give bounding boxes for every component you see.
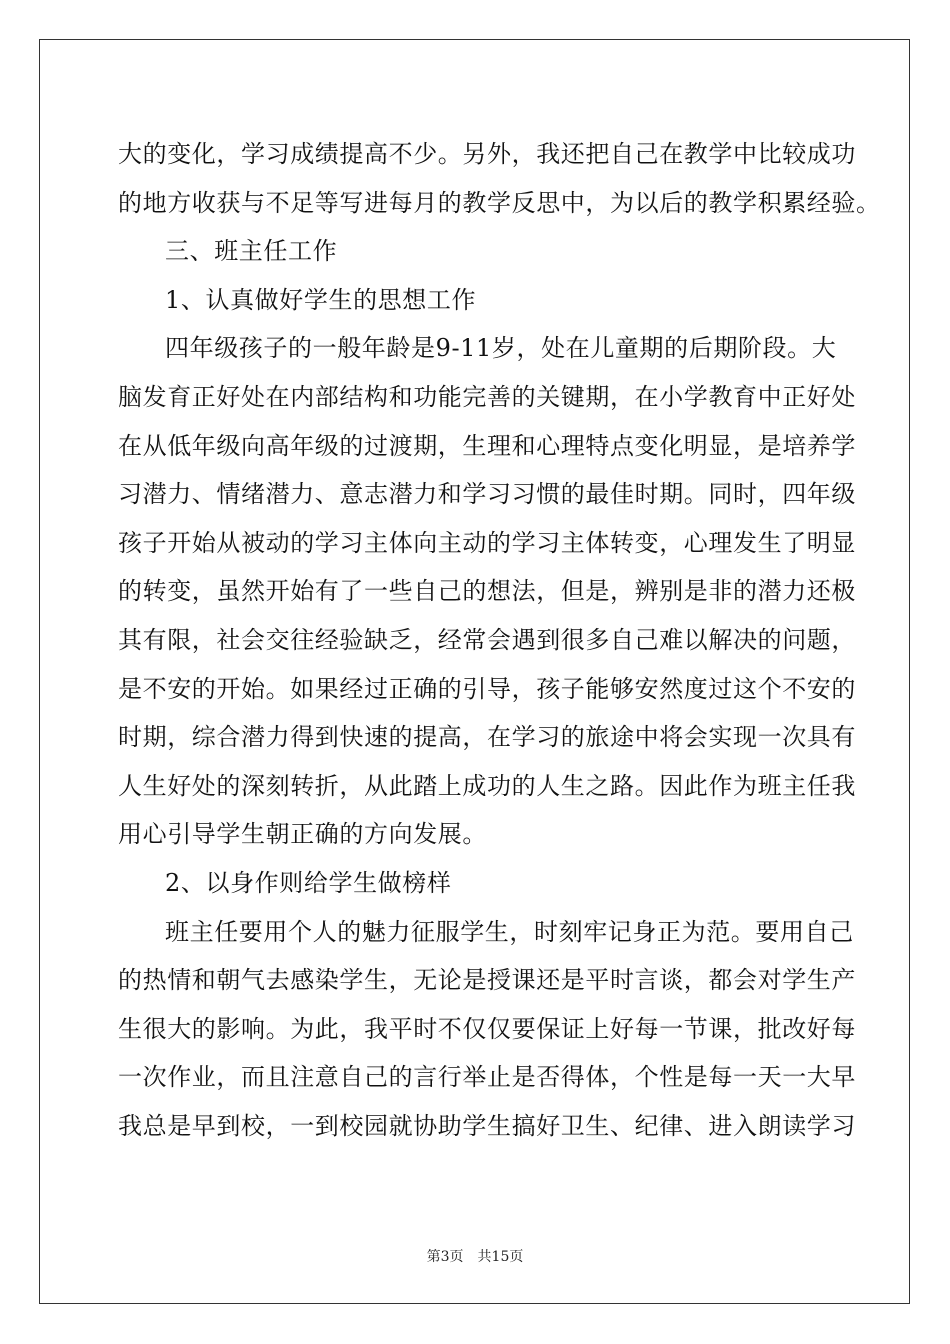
paragraph-line: 时期，综合潜力得到快速的提高，在学习的旅途中将会实现一次具有 <box>118 723 856 752</box>
paragraph-line: 的地方收获与不足等写进每月的教学反思中，为以后的教学积累经验。 <box>118 188 881 217</box>
paragraph-line: 班主任要用个人的魅力征服学生，时刻牢记身正为范。要用自己 <box>165 917 854 946</box>
page-total: 共15页 <box>477 1249 524 1265</box>
paragraph-line: 脑发育正好处在内部结构和功能完善的关键期，在小学教育中正好处 <box>118 382 856 411</box>
paragraph-line: 四年级孩子的一般年龄是9-11岁，处在儿童期的后期阶段。大 <box>165 334 837 363</box>
paragraph-line: 一次作业，而且注意自己的言行举止是否得体，个性是每一天一大早 <box>118 1063 856 1092</box>
paragraph-line: 大的变化，学习成绩提高不少。另外，我还把自己在教学中比较成功 <box>118 140 856 168</box>
page-footer <box>0 1246 950 1266</box>
document-body <box>118 130 881 1150</box>
paragraph-line: 在从低年级向高年级的过渡期，生理和心理特点变化明显，是培养学 <box>118 431 856 460</box>
paragraph-line: 我总是早到校，一到校园就协助学生搞好卫生、纪律、进入朗读学习 <box>118 1111 856 1140</box>
section-heading: 三、班主任工作 <box>165 237 338 266</box>
paragraph-line: 是不安的开始。如果经过正确的引导，孩子能够安然度过这个不安的 <box>118 674 856 703</box>
paragraph-line: 孩子开始从被动的学习主体向主动的学习主体转变，心理发生了明显 <box>118 528 856 557</box>
paragraph-line: 人生好处的深刻转折，从此踏上成功的人生之路。因此作为班主任我 <box>118 771 856 800</box>
paragraph-line: 其有限，社会交往经验缺乏，经常会遇到很多自己难以解决的问题， <box>118 625 856 654</box>
paragraph-line: 的热情和朝气去感染学生，无论是授课还是平时言谈，都会对学生产 <box>118 966 856 995</box>
paragraph-line: 的转变，虽然开始有了一些自己的想法，但是，辨别是非的潜力还极 <box>118 577 856 606</box>
paragraph-line: 习潜力、情绪潜力、意志潜力和学习习惯的最佳时期。同时，四年级 <box>118 480 856 509</box>
paragraph-line: 生很大的影响。为此，我平时不仅仅要保证上好每一节课，批改好每 <box>118 1014 856 1043</box>
page-number: 第3页 <box>426 1249 464 1265</box>
subsection-heading: 1、认真做好学生的思想工作 <box>165 285 477 314</box>
subsection-heading: 2、以身作则给学生做榜样 <box>165 868 452 897</box>
paragraph-line: 用心引导学生朝正确的方向发展。 <box>118 820 487 849</box>
